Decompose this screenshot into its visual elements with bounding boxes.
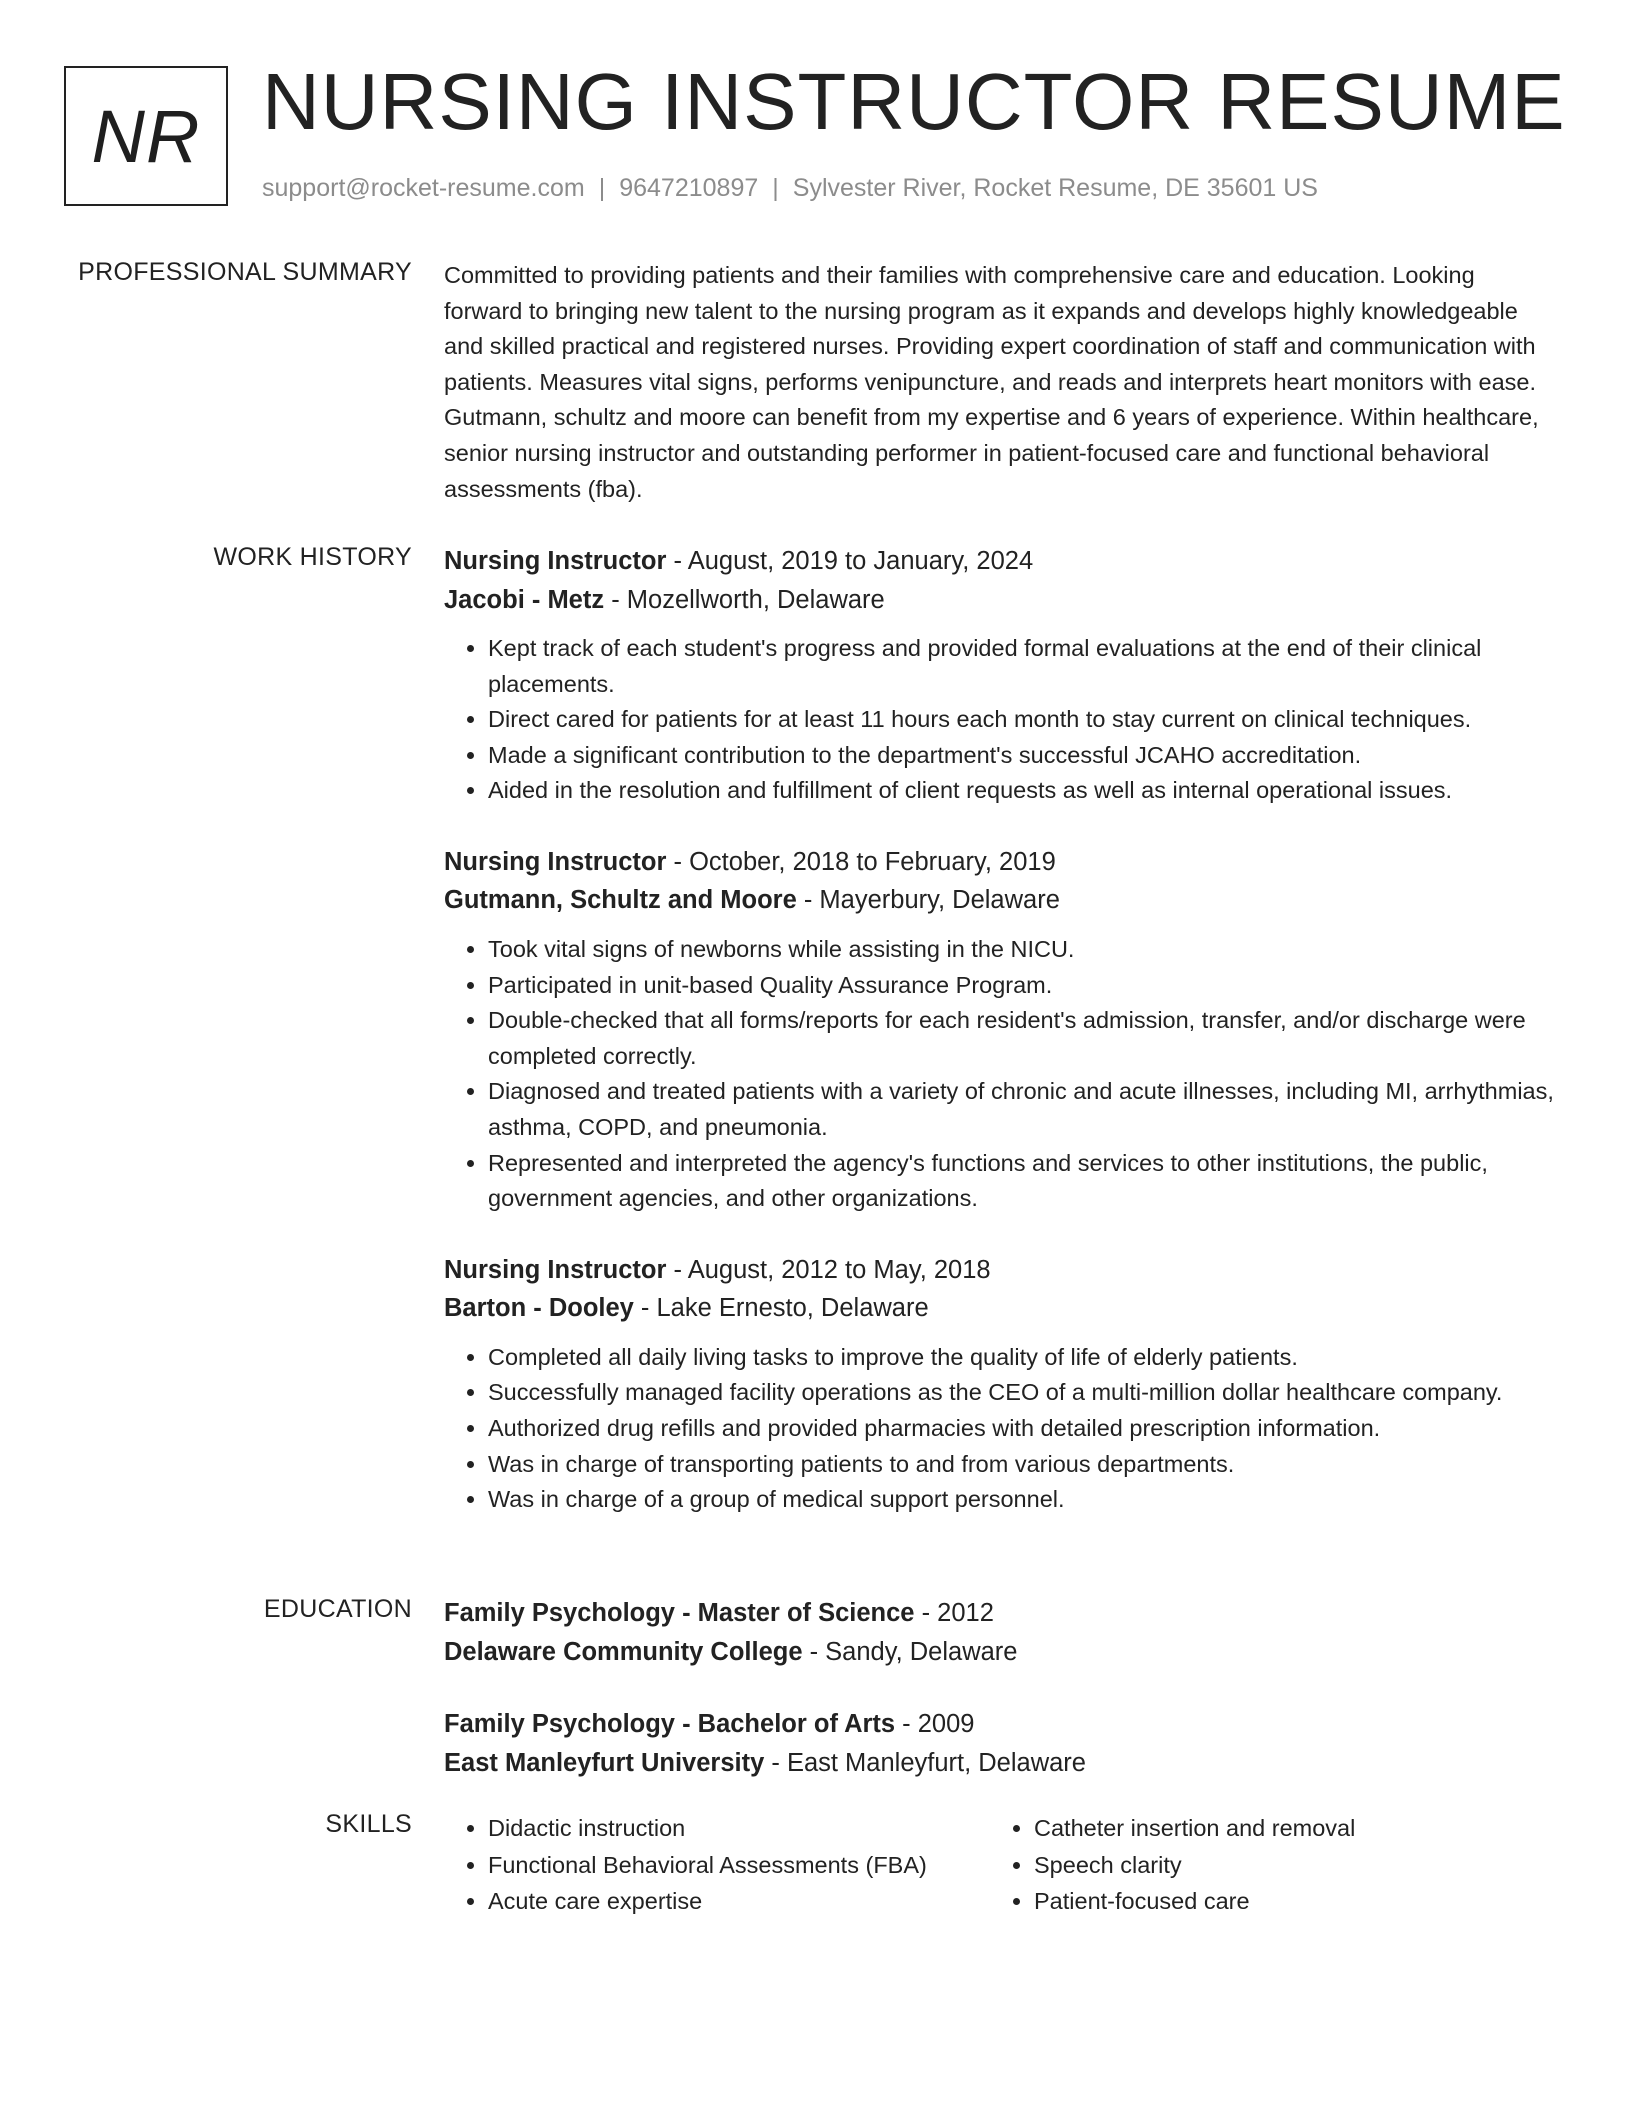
job-bullets [444, 932, 1558, 1217]
skills-column-left [444, 1810, 990, 1920]
skills-list [444, 1810, 990, 1920]
job-bullet: • Kept track of each student's progress and provided formal evaluations at the end of their clinical placements. [488, 631, 1558, 702]
contact-separator: | [772, 174, 779, 202]
job-title-line [444, 542, 1558, 581]
job-location: - Lake Ernesto, Delaware [633, 1294, 929, 1323]
job-title: Nursing Instructor [444, 1255, 667, 1284]
job-bullet: • Was in charge of a group of medical support personnel. [488, 1482, 1558, 1518]
education-school-line [444, 1633, 1558, 1672]
skill-item: • Didactic instruction [488, 1810, 990, 1847]
job-company: Gutmann, Schultz and Moore [444, 886, 797, 915]
resume-title: NURSING INSTRUCTOR RESUME [262, 57, 1566, 146]
job-company: Jacobi - Metz [444, 585, 605, 614]
job-title: Nursing Instructor [444, 847, 667, 876]
job-bullet: • Double-checked that all forms/reports for each resident's admission, transfer, and/or discharge were completed correctly. [488, 1003, 1558, 1074]
section-label-education: EDUCATION [263, 1595, 412, 1623]
job-title-line [444, 1251, 1558, 1290]
education-location: - Sandy, Delaware [802, 1637, 1018, 1666]
job-bullet: • Successfully managed facility operations as the CEO of a multi-million dollar healthcare company. [488, 1375, 1558, 1411]
monogram-logo [64, 66, 228, 206]
skill-item: • Patient-focused care [1034, 1883, 1536, 1920]
education-school: East Manleyfurt University [444, 1748, 765, 1777]
summary-body [444, 258, 1558, 507]
job-bullet: • Aided in the resolution and fulfillment of client requests as well as internal operational issues. [488, 773, 1558, 809]
job-location: - Mozellworth, Delaware [604, 585, 885, 614]
job-entry [444, 1251, 1558, 1518]
education-degree: Family Psychology - Bachelor of Arts [444, 1710, 896, 1738]
job-dates: - October, 2018 to February, 2019 [666, 847, 1056, 876]
skill-item: • Catheter insertion and removal [1034, 1810, 1536, 1847]
section-label-skills: SKILLS [325, 1810, 412, 1838]
contact-address: Sylvester River, Rocket Resume, DE 35601 US [792, 174, 1318, 202]
job-bullets [444, 1340, 1558, 1518]
job-bullet: • Completed all daily living tasks to improve the quality of life of elderly patients. [488, 1340, 1558, 1376]
skills-grid [444, 1810, 1558, 1920]
job-location: - Mayerbury, Delaware [796, 886, 1060, 915]
education-location: - East Manleyfurt, Delaware [764, 1748, 1086, 1777]
job-bullet: • Participated in unit-based Quality Assurance Program. [488, 968, 1558, 1004]
job-bullet: • Represented and interpreted the agency's functions and services to other institutions, the public, government agencies, and other organizations. [488, 1146, 1558, 1217]
job-entry [444, 542, 1558, 809]
summary-text: Committed to providing patients and their families with comprehensive care and education. Looking forward to bringing new talent to the nursing program as it expands and develops highly knowledgeable and skilled practical and registered nurses. Providing expert coordination of staff and communication with patients. Measures vital signs, performs venipuncture, and reads and interprets heart monitors with ease. Gutmann, schultz and moore can benefit from my expertise and 6 years of experience. Within healthcare, senior nursing instructor and outstanding performer in patient-focused care and functional behavioral assessments (fba). [444, 262, 1539, 502]
job-company: Barton - Dooley [444, 1294, 634, 1323]
work-history-body [444, 542, 1558, 1552]
education-year: - 2009 [895, 1710, 975, 1738]
job-dates: - August, 2019 to January, 2024 [666, 547, 1034, 575]
education-degree-line [444, 1705, 1558, 1744]
job-bullet: • Direct cared for patients for at least 11 hours each month to stay current on clinical techniques. [488, 702, 1558, 738]
monogram-initials: NR [91, 94, 201, 178]
job-bullet: • Took vital signs of newborns while assisting in the NICU. [488, 932, 1558, 968]
job-bullet: • Diagnosed and treated patients with a variety of chronic and acute illnesses, including MI, arrhythmias, asthma, COPD, and pneumonia. [488, 1074, 1558, 1145]
skill-item: • Speech clarity [1034, 1847, 1536, 1884]
skills-body [444, 1810, 1558, 1920]
education-entry [444, 1705, 1558, 1782]
job-company-line [444, 881, 1558, 920]
skills-list [990, 1810, 1536, 1920]
education-degree-line [444, 1594, 1558, 1633]
job-bullet: • Made a significant contribution to the department's successful JCAHO accreditation. [488, 738, 1558, 774]
section-label-work-history: WORK HISTORY [213, 543, 412, 571]
contact-line [262, 174, 1318, 203]
education-degree: Family Psychology - Master of Science [444, 1599, 915, 1627]
job-company-line [444, 581, 1558, 620]
section-label-summary: PROFESSIONAL SUMMARY [78, 258, 412, 286]
job-title-line [444, 843, 1558, 882]
job-entry [444, 843, 1558, 1217]
job-bullet: • Was in charge of transporting patients to and from various departments. [488, 1447, 1558, 1483]
skill-item: • Functional Behavioral Assessments (FBA) [488, 1847, 990, 1884]
skill-item: • Acute care expertise [488, 1883, 990, 1920]
education-entry [444, 1594, 1558, 1671]
job-company-line [444, 1289, 1558, 1328]
contact-separator: | [598, 174, 606, 202]
contact-email[interactable]: support@rocket-resume.com [262, 174, 585, 202]
education-body [444, 1594, 1558, 1816]
job-bullets [444, 631, 1558, 809]
job-title: Nursing Instructor [444, 547, 667, 575]
contact-phone[interactable]: 9647210897 [619, 174, 759, 202]
job-dates: - August, 2012 to May, 2018 [666, 1255, 991, 1284]
skills-column-right [990, 1810, 1536, 1920]
job-bullet: • Authorized drug refills and provided pharmacies with detailed prescription information. [488, 1411, 1558, 1447]
education-school: Delaware Community College [444, 1637, 803, 1666]
education-school-line [444, 1744, 1558, 1783]
education-year: - 2012 [914, 1599, 994, 1627]
